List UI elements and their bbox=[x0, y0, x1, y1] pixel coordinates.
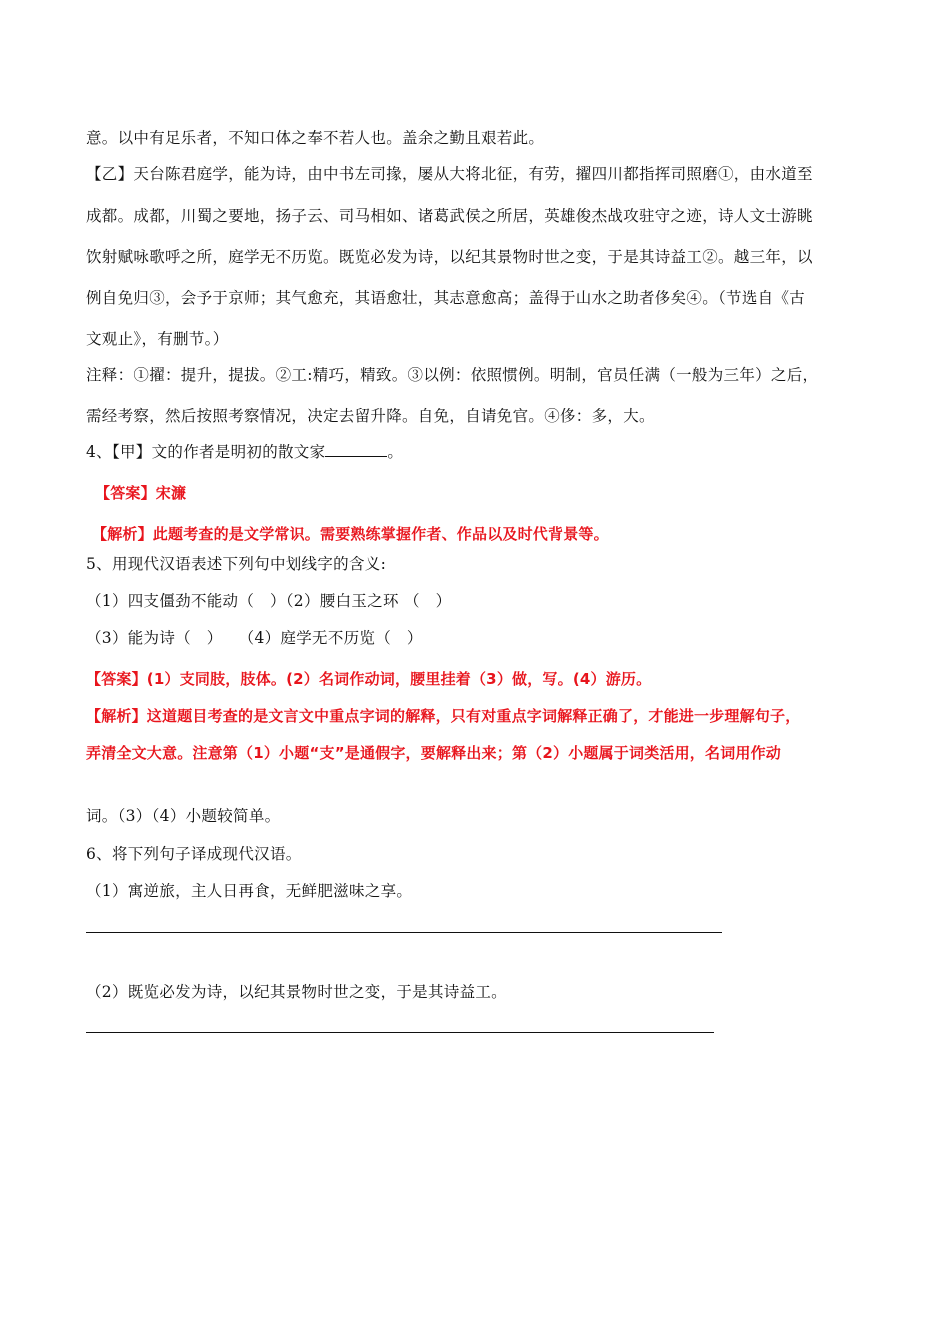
passage-line: 意。以中有足乐者，不知口体之奉不若人也。盖余之勤且艰若此。 bbox=[86, 129, 545, 147]
answer-blank bbox=[325, 441, 387, 457]
question-4-answer: 【答案】宋濂 bbox=[95, 484, 187, 502]
notes-line: 注释：①擢：提升，提拔。②工:精巧，精致。③以例：依照惯例。明制，官员任满（一般为三年）之后， bbox=[86, 366, 819, 384]
question-4-analysis: 【解析】此题考查的是文学常识。需要熟练掌握作者、作品以及时代背景等。 bbox=[92, 525, 609, 543]
question-6-item: （1）寓逆旅，主人日再食，无鲜肥滋味之享。 bbox=[86, 882, 413, 900]
passage-line: 例自免归③，会予于京师；其气愈充，其语愈壮，其志意愈高；盖得于山水之助者侈矣④。（节选自《古 bbox=[86, 289, 806, 307]
passage-line: 成都。成都，川蜀之要地，扬子云、司马相如、诸葛武侯之所居，英雄俊杰战攻驻守之迹，诗人文士游眺 bbox=[86, 207, 813, 225]
answer-line bbox=[86, 932, 722, 933]
question-4-prompt: 4、【甲】文的作者是明初的散文家 bbox=[86, 443, 326, 461]
answer-line bbox=[86, 1032, 714, 1033]
passage-line: 【乙】天台陈君庭学，能为诗，由中书左司掾，屡从大将北征，有劳，擢四川都指挥司照磨①，由水道至 bbox=[86, 165, 813, 183]
question-6-prompt: 6、将下列句子译成现代汉语。 bbox=[86, 845, 302, 863]
question-5-item: （3）能为诗（ ） （4）庭学无不历览（ ） bbox=[86, 629, 423, 647]
question-5-item: （1）四支僵劲不能动（ ）（2）腰白玉之环 （ ） bbox=[86, 592, 452, 610]
question-5-analysis-end: 词。（3）（4）小题较简单。 bbox=[86, 807, 281, 825]
notes-line: 需经考察，然后按照考察情况，决定去留升降。自免，自请免官。④侈：多，大。 bbox=[86, 407, 655, 425]
question-5-analysis: 【解析】这道题目考查的是文言文中重点字词的解释，只有对重点字词解释正确了，才能进一步理解句子， bbox=[86, 707, 801, 725]
question-4-end: 。 bbox=[387, 443, 404, 461]
passage-line: 饮射赋咏歌呼之所，庭学无不历览。既览必发为诗，以纪其景物时世之变，于是其诗益工②。越三年，以 bbox=[86, 248, 813, 266]
question-5-analysis: 弄清全文大意。注意第（1）小题“支”是通假字，要解释出来；第（2）小题属于词类活用，名词用作动 bbox=[86, 744, 781, 762]
question-6-item: （2）既览必发为诗，以纪其景物时世之变，于是其诗益工。 bbox=[86, 983, 507, 1001]
passage-line: 文观止》，有删节。） bbox=[86, 330, 229, 348]
question-5-prompt: 5、用现代汉语表述下列句中划线字的含义: bbox=[86, 555, 387, 573]
question-4 bbox=[86, 440, 876, 464]
question-5-answer: 【答案】(1）支同肢，肢体。(2）名词作动词，腰里挂着（3）做，写。(4）游历。 bbox=[86, 670, 652, 688]
